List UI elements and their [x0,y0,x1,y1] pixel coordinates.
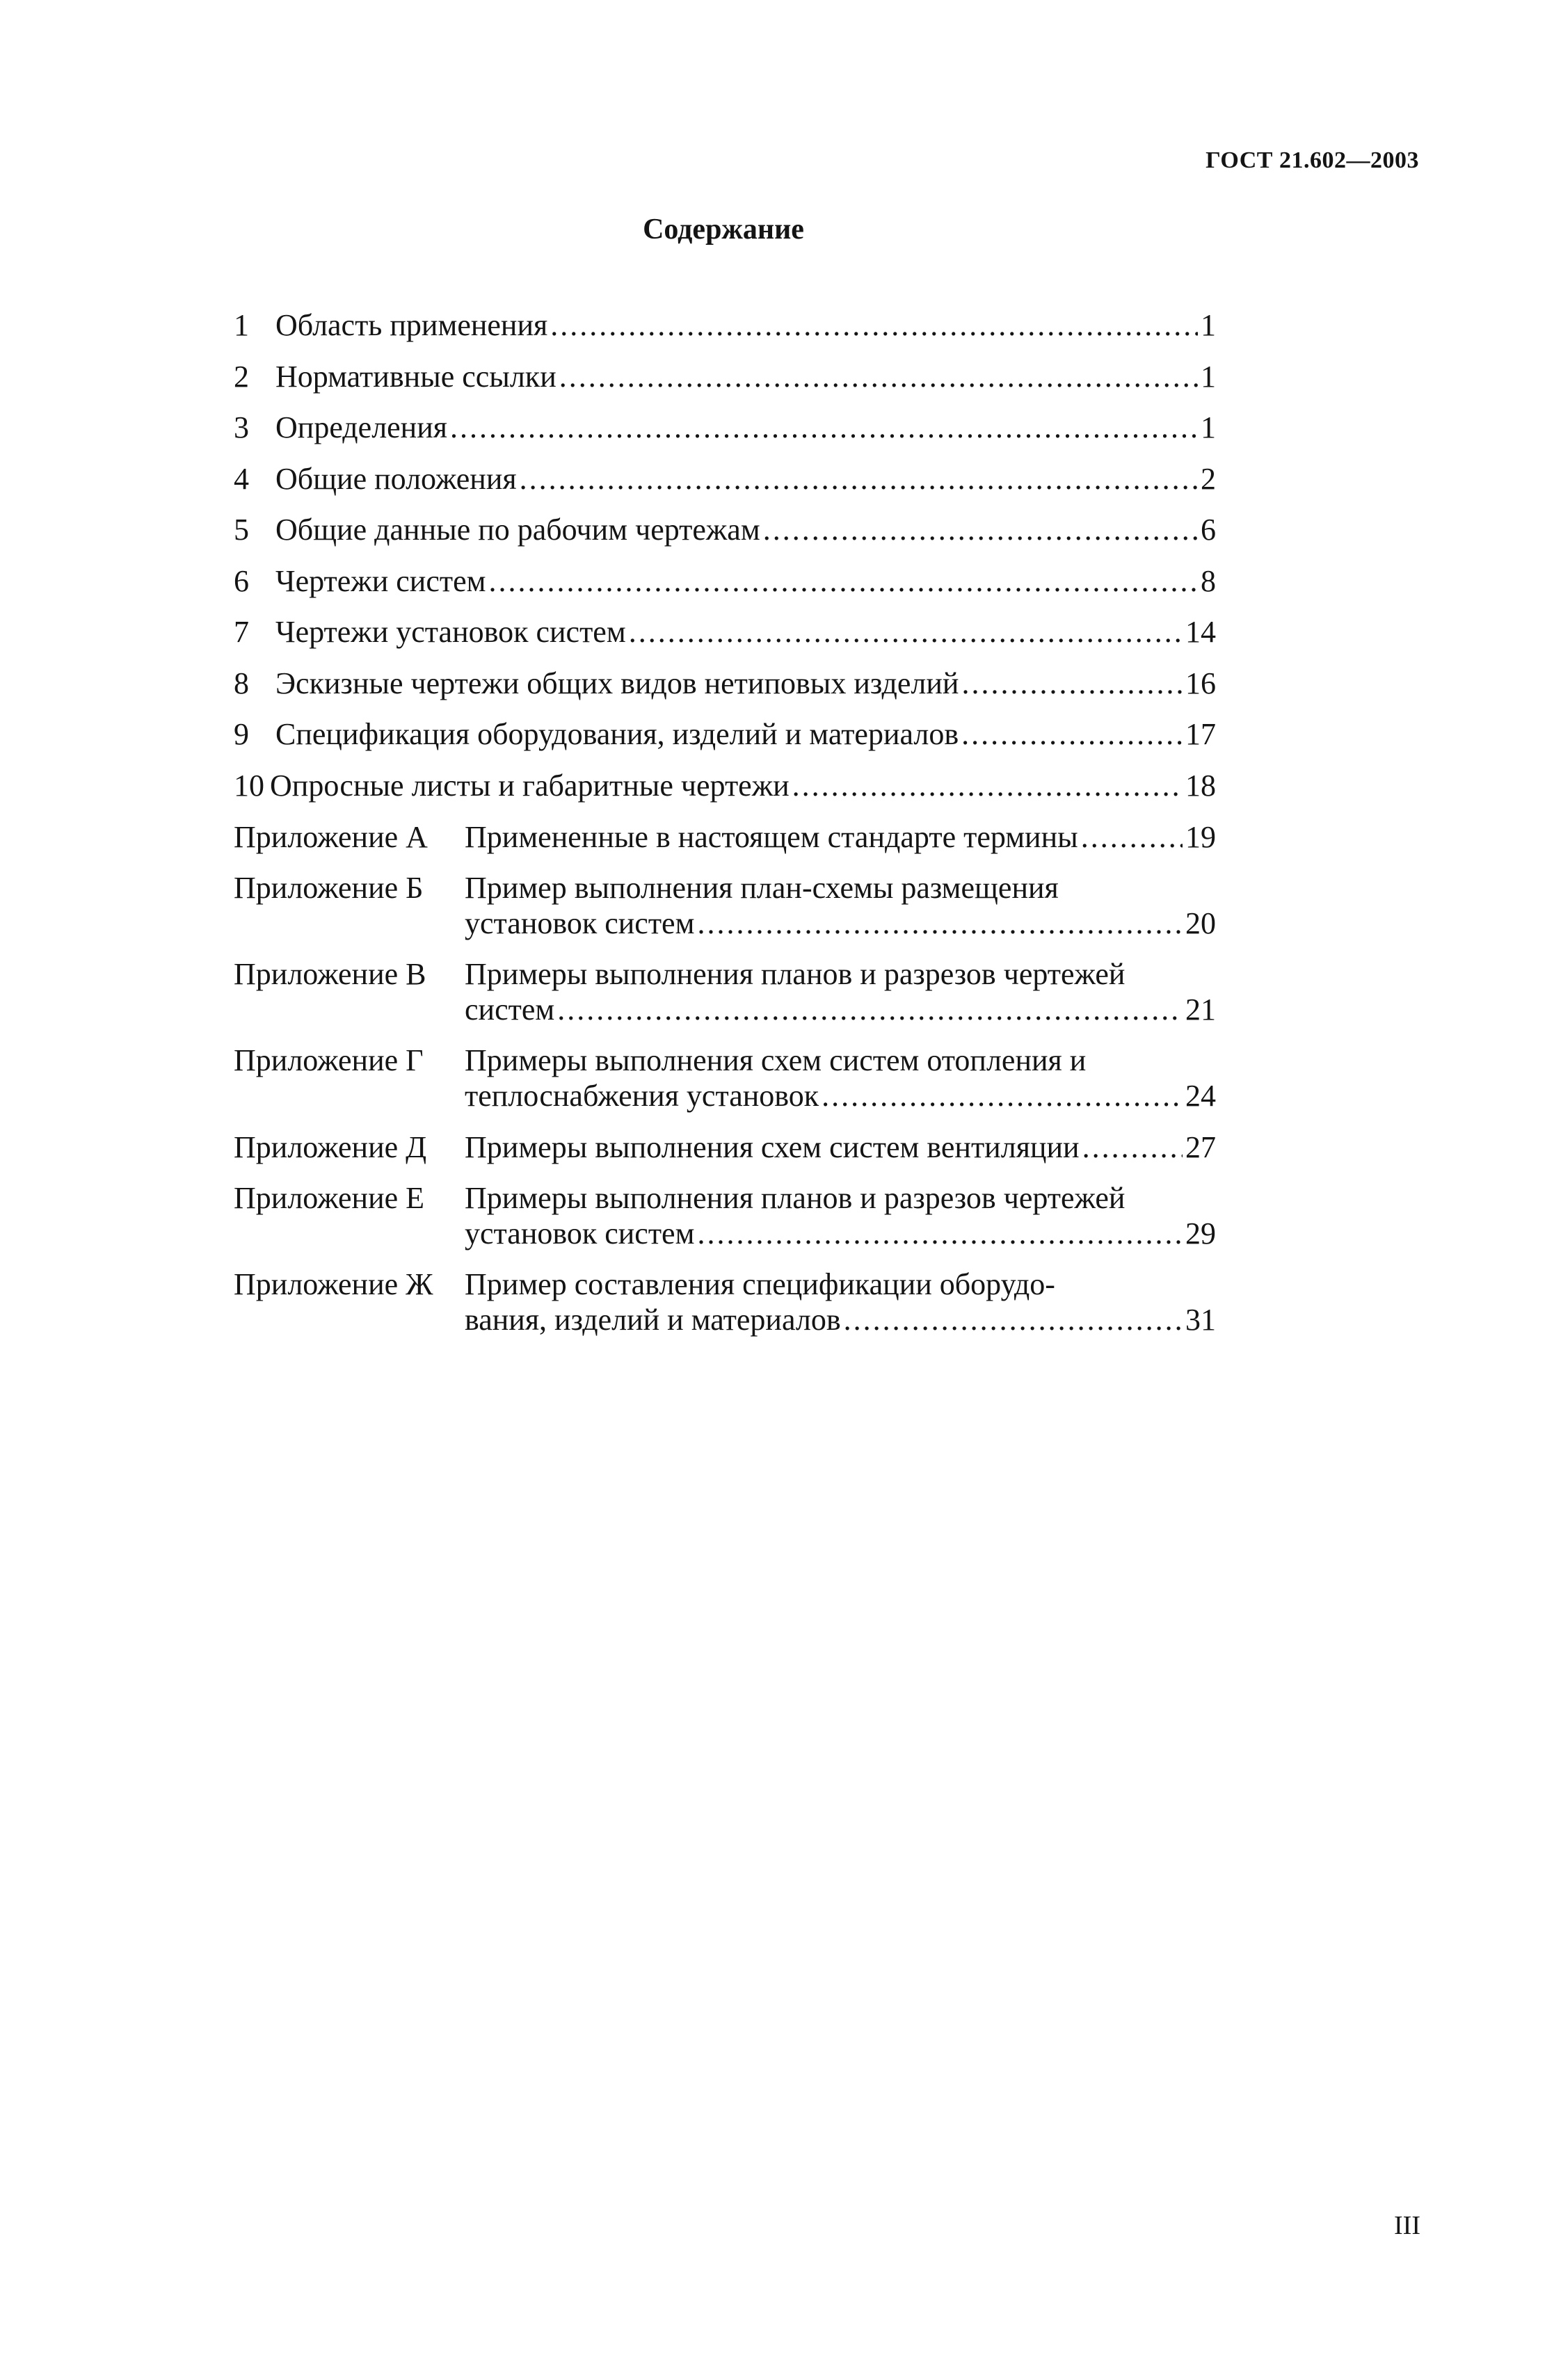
toc-entry [234,548,1216,600]
toc-leader-dots [550,307,1198,343]
toc-entry-number: 4 [234,461,249,496]
toc-entry-title: Нормативные ссылки [275,359,556,394]
toc-appendix-entry [234,1180,1216,1251]
toc-entry-number: 8 [234,666,249,700]
toc-appendix-title-line1: Пример составления спецификации оборудо- [465,1267,1055,1302]
toc-appendix-label: Приложение А [234,819,428,854]
toc-entry-title: Опросные листы и габаритные чертежи [270,768,790,803]
toc-appendix-body [465,819,1216,855]
toc-entry-title-wrap [275,563,1216,599]
toc-appendix-title-line2-wrap [465,1078,1216,1113]
toc-appendix-title-line2-wrap [465,906,1216,941]
toc-entry-number: 2 [234,359,249,394]
toc-leader-dots [557,992,1183,1027]
toc-entry-page: 2 [1201,461,1216,496]
toc-appendix-label: Приложение Е [234,1181,425,1216]
toc-entry-number: 7 [234,615,249,650]
toc-entry-page: 17 [1185,717,1216,752]
toc-appendices [234,819,1216,1337]
toc-appendix-title-line2: установок систем [465,1216,695,1251]
toc-entry-title-wrap [275,614,1216,650]
toc-appendix-entry [234,956,1216,1027]
toc-leader-dots [629,614,1183,650]
toc-entry [234,344,1216,395]
toc-appendix-body [465,1129,1216,1165]
toc-appendix-page: 20 [1185,906,1216,941]
toc-leader-dots [697,906,1183,941]
toc-leader-dots [822,1078,1183,1113]
toc-entry-title: Чертежи систем [275,563,486,598]
toc-entry-page: 16 [1185,666,1216,700]
toc-entry-page: 18 [1185,768,1216,803]
toc-leader-dots [961,716,1183,752]
toc-appendix-body [465,870,1216,941]
toc-appendix-title-line2-wrap [465,1216,1216,1251]
toc-entry [234,701,1216,753]
toc-appendix-title-line2-wrap [465,1302,1216,1337]
toc-entry-title: Спецификация оборудования, изделий и материалов [275,717,959,752]
toc-appendix-label: Приложение Б [234,871,424,905]
toc-appendix-page: 29 [1185,1216,1216,1251]
toc-appendix-title-line1: Пример выполнения план-схемы размещения [465,871,1059,905]
toc-entry-number: 6 [234,563,249,598]
toc-appendix-entry [234,1043,1216,1113]
toc-entry [234,497,1216,548]
toc-entry-title-wrap [275,461,1216,497]
toc-entry-number: 5 [234,513,249,547]
table-of-contents [234,292,1216,1337]
toc-appendix-title-line1: Примененные в настоящем стандарте термины [465,819,1078,854]
toc-appendix-title-line2: вания, изделий и материалов [465,1303,841,1337]
toc-entry-number: 3 [234,410,249,445]
toc-entry-title: Чертежи установок систем [275,615,626,650]
toc-entry-title-wrap [270,768,1216,803]
toc-leader-dots [1082,1129,1183,1165]
toc-appendix-entry [234,870,1216,941]
toc-appendix-page: 19 [1185,819,1216,854]
page-number: III [1394,2211,1420,2240]
toc-appendix-label: Приложение Д [234,1130,427,1165]
toc-appendix-title-line2-wrap [465,992,1216,1027]
toc-leader-dots [1081,819,1183,855]
toc-leader-dots [763,512,1198,547]
toc-entry [234,753,1216,804]
toc-sections [234,292,1216,803]
toc-leader-dots [520,461,1198,497]
toc-appendix-body [465,1043,1216,1113]
toc-entry [234,292,1216,344]
toc-appendix-label: Приложение Г [234,1043,424,1078]
toc-entry-title: Определения [275,410,448,445]
toc-leader-dots [844,1302,1183,1337]
toc-leader-dots [559,359,1198,394]
toc-entry [234,599,1216,650]
toc-entry-title: Область применения [275,308,548,343]
toc-appendix-title-line1: Примеры выполнения схем систем отопления и [465,1043,1087,1078]
toc-entry-page: 14 [1185,615,1216,650]
toc-leader-dots [697,1216,1183,1251]
toc-entry-page: 1 [1201,410,1216,445]
toc-entry-title: Общие данные по рабочим чертежам [275,513,760,547]
toc-appendix-page: 27 [1185,1130,1216,1165]
toc-appendix-page: 21 [1185,992,1216,1027]
toc-appendix-body [465,1180,1216,1251]
toc-entry-page: 1 [1201,359,1216,394]
toc-entry-number: 1 [234,308,249,343]
toc-appendix-title-line1: Примеры выполнения схем систем вентиляции [465,1130,1080,1165]
toc-appendix-label: Приложение В [234,957,426,992]
toc-entry-page: 8 [1201,563,1216,598]
toc-entry-title-wrap [275,512,1216,547]
toc-leader-dots [792,768,1183,803]
toc-appendix-title-line1: Примеры выполнения планов и разрезов чертежей [465,957,1126,992]
toc-entry-title: Общие положения [275,461,517,496]
toc-entry-title-wrap [275,307,1216,343]
toc-entry-title-wrap [275,410,1216,445]
toc-appendix-body [465,1267,1216,1337]
toc-appendix-title-line2: теплоснабжения установок [465,1079,819,1113]
toc-title: Содержание [643,214,804,246]
toc-entry-title-wrap [275,666,1216,701]
toc-appendix-title-line2: систем [465,992,555,1027]
toc-leader-dots [450,410,1198,445]
toc-entry-page: 6 [1201,513,1216,547]
toc-entry [234,394,1216,446]
toc-entry-title: Эскизные чертежи общих видов нетиповых изделий [275,666,959,700]
toc-appendix-page: 24 [1185,1079,1216,1113]
toc-appendix-page: 31 [1185,1303,1216,1337]
toc-entry [234,446,1216,497]
toc-entry-number: 9 [234,717,249,752]
toc-appendix-entry [234,819,1216,855]
toc-appendix-entry [234,1129,1216,1165]
toc-entry-page: 1 [1201,308,1216,343]
toc-entry-title-wrap [275,716,1216,752]
toc-entry-number: 10 [234,768,264,803]
document-code: ГОСТ 21.602—2003 [1205,147,1419,173]
toc-appendix-label: Приложение Ж [234,1267,433,1302]
toc-appendix-body [465,956,1216,1027]
toc-appendix-title-line2: установок систем [465,906,695,941]
toc-leader-dots [961,666,1183,701]
toc-entry-title-wrap [275,359,1216,394]
toc-entry [234,650,1216,702]
toc-appendix-entry [234,1267,1216,1337]
toc-appendix-title-line1: Примеры выполнения планов и разрезов чертежей [465,1181,1126,1216]
toc-leader-dots [488,563,1198,599]
